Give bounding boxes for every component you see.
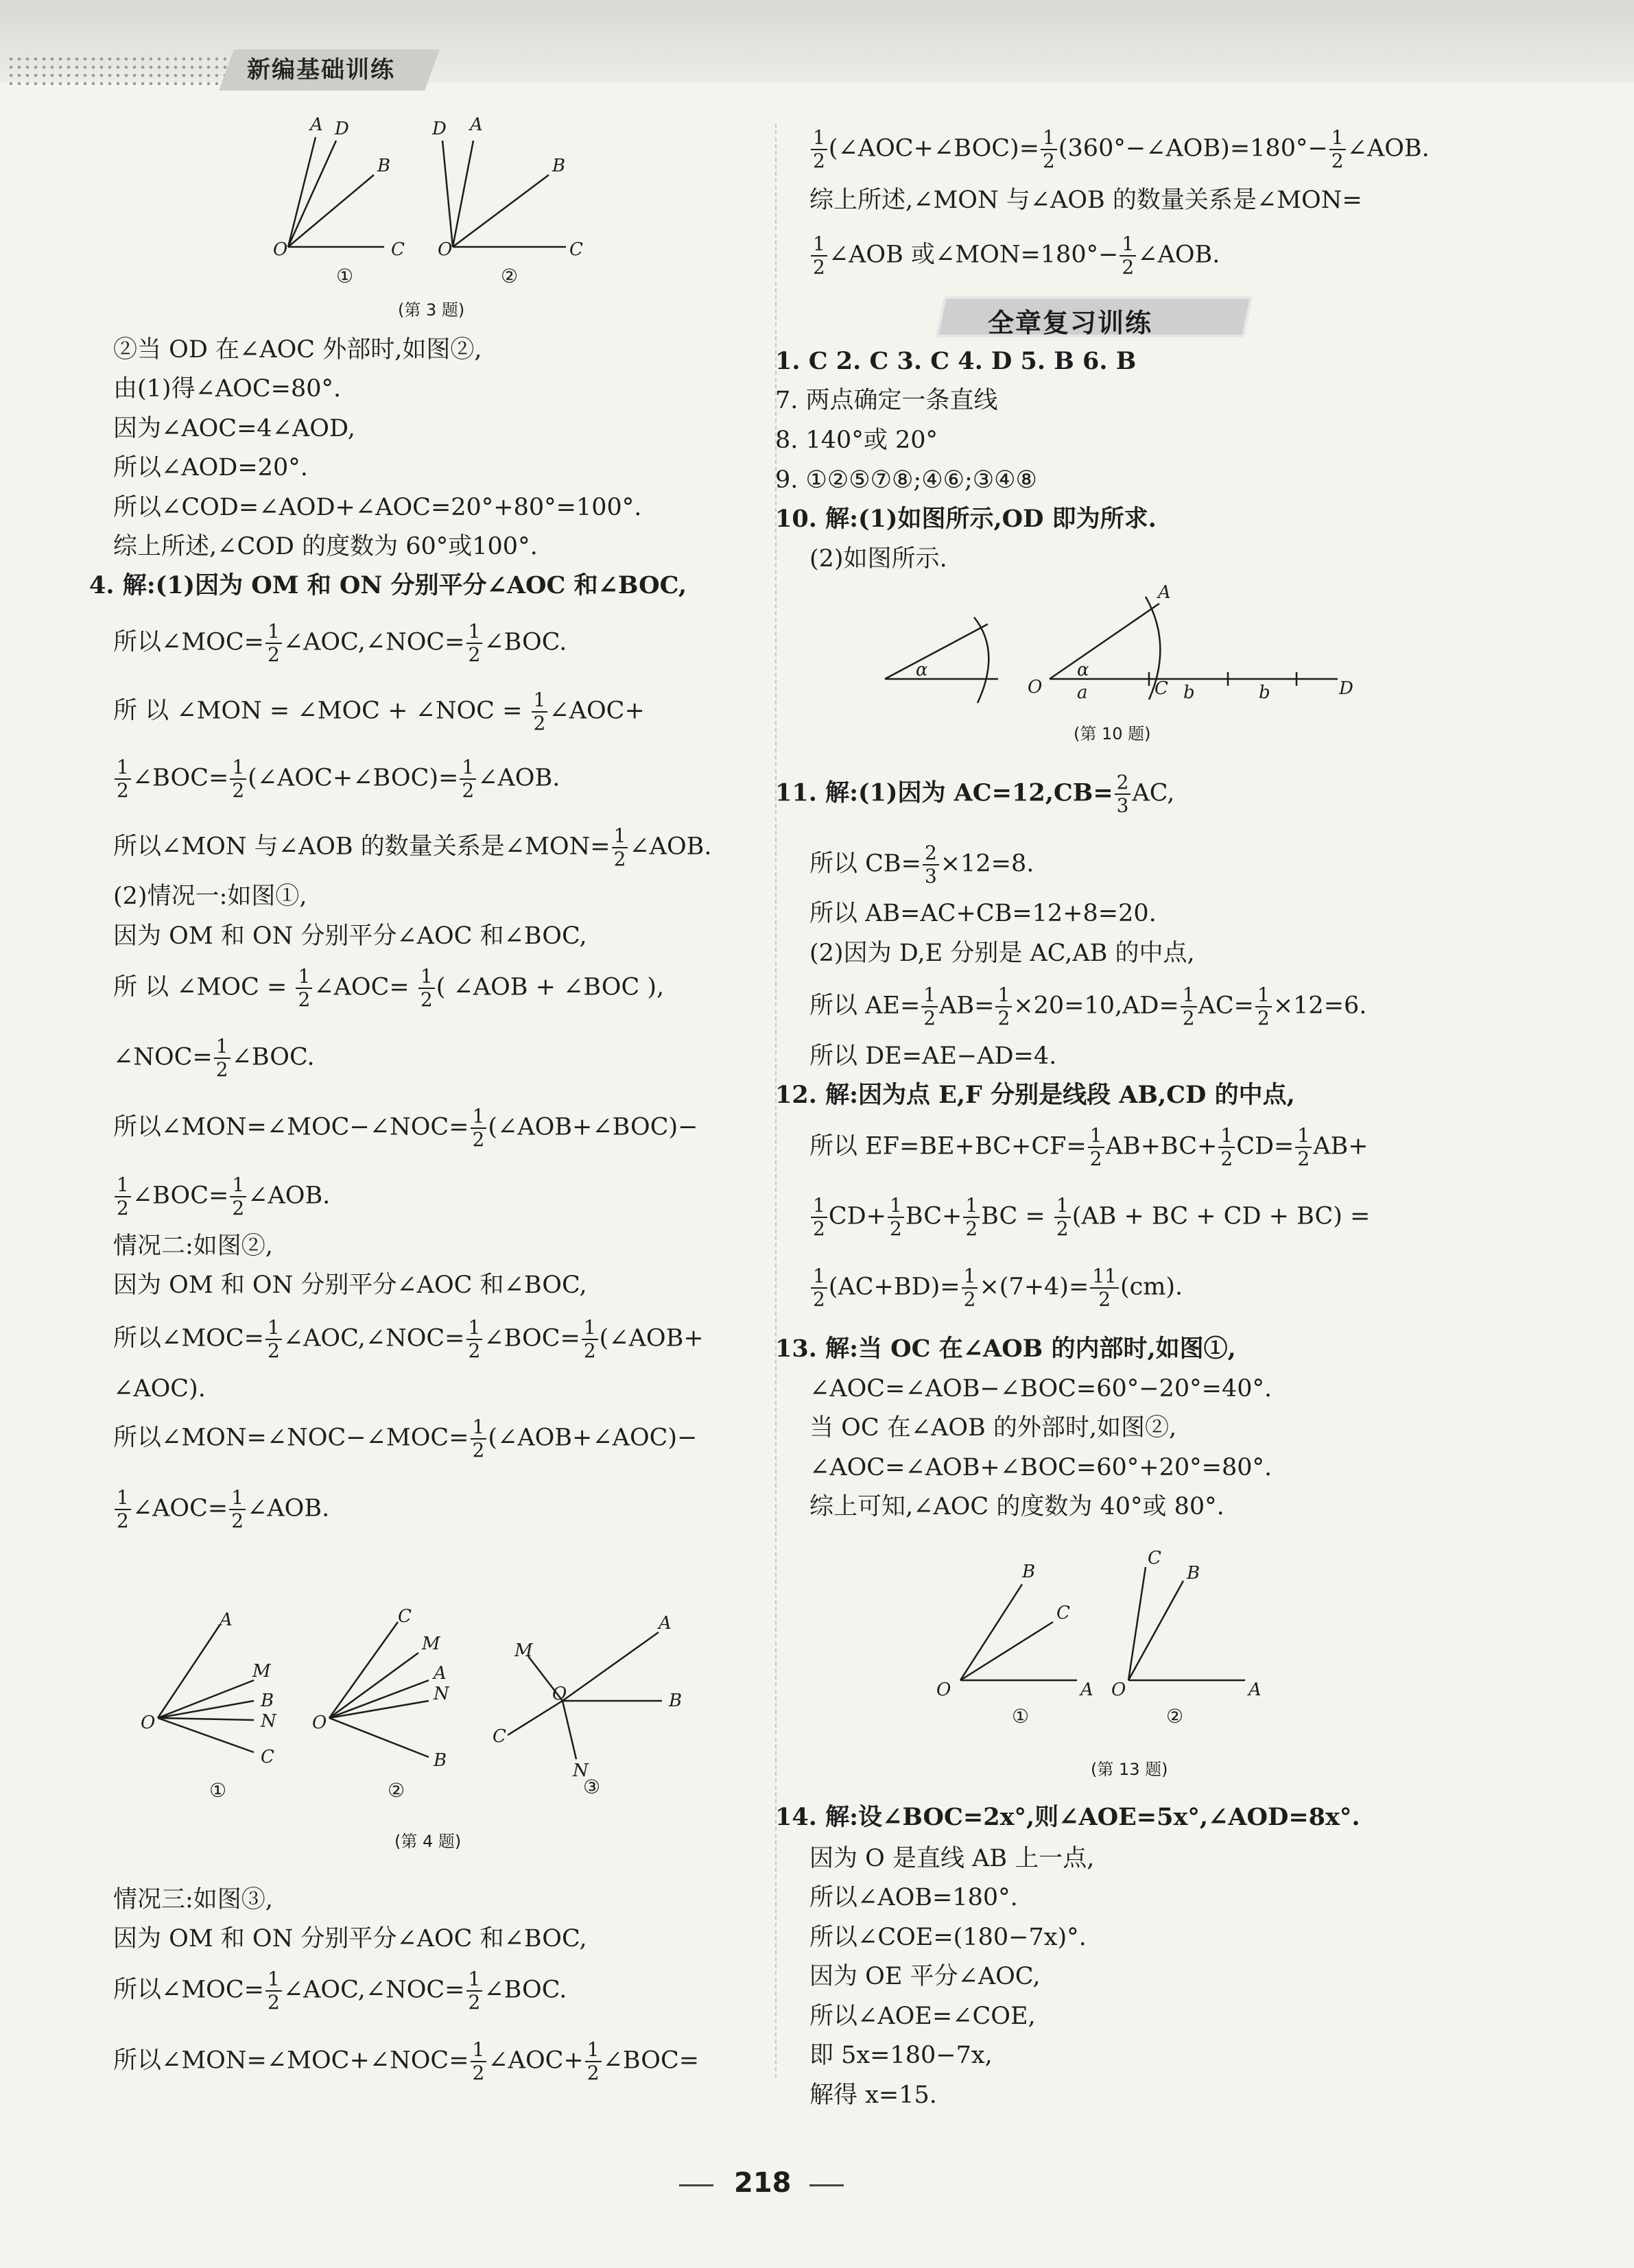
fig3-label-O2: O bbox=[438, 239, 453, 260]
fig4-3-label-O: O bbox=[552, 1684, 567, 1704]
text-line: 因为 OM 和 ON 分别平分∠AOC 和∠BOC, bbox=[113, 1925, 587, 1953]
fig4-3-label-A: A bbox=[659, 1613, 672, 1634]
fig4-2-label-M: M bbox=[422, 1634, 440, 1654]
text-line: 因为∠AOC=4∠AOD, bbox=[113, 415, 355, 442]
text-line: 所以 AB=AC+CB=12+8=20. bbox=[809, 900, 1157, 927]
page-number-dash-right bbox=[809, 2184, 844, 2186]
text-line: 所以∠AOE=∠COE, bbox=[809, 2003, 1036, 2030]
fig4-1-label-A: A bbox=[220, 1610, 233, 1630]
equation-line: $\frac{1}{2}$ ∠BOC= $\frac{1}{2}$ ∠AOB. bbox=[113, 1174, 330, 1219]
answer-9: 9. ①②⑤⑦⑧;④⑥;③④⑧ bbox=[775, 466, 1037, 494]
fig13-number-2: ② bbox=[1166, 1705, 1184, 1728]
text-line: (2)因为 D,E 分别是 AC,AB 的中点, bbox=[809, 940, 1195, 967]
fig10-label-O: O bbox=[1028, 677, 1043, 697]
fig10-label-D: D bbox=[1339, 678, 1353, 699]
fig13-caption: (第 13 题) bbox=[1091, 1760, 1168, 1779]
fig4-3-label-M: M bbox=[514, 1640, 533, 1661]
text-line: 由(1)得∠AOC=80°. bbox=[113, 375, 342, 403]
fig4-1-label-N: N bbox=[261, 1711, 276, 1732]
equation-line: $\frac{1}{2}$ CD+ $\frac{1}{2}$ BC+ $\frac{1}{2}$ BC = $\frac{1}{2}$ (AB + BC + CD + BC) = bbox=[809, 1195, 1370, 1240]
text-line: 综上可知,∠AOC 的度数为 40°或 80°. bbox=[809, 1493, 1224, 1520]
fig4-number-3: ③ bbox=[583, 1776, 601, 1798]
equation-line: 所 以 ∠MOC = $\frac{1}{2}$ ∠AOC= $\frac{1}{2}$ ( ∠AOB + ∠BOC ), bbox=[113, 965, 665, 1011]
fig13-2-label-C: C bbox=[1148, 1548, 1161, 1568]
fig4-3-label-B: B bbox=[669, 1691, 683, 1711]
equation-line: ∠NOC= $\frac{1}{2}$ ∠BOC. bbox=[113, 1035, 315, 1081]
text-line: 即 5x=180−7x, bbox=[809, 2042, 993, 2069]
fig13-1-label-B: B bbox=[1022, 1562, 1036, 1582]
header-title: 新编基础训练 bbox=[247, 56, 395, 84]
text-line: 因为 O 是直线 AB 上一点, bbox=[809, 1845, 1095, 1872]
fig4-2-label-B: B bbox=[434, 1750, 447, 1771]
fig13-1-label-O: O bbox=[936, 1680, 951, 1700]
text-line: 当 OC 在∠AOB 的外部时,如图②, bbox=[809, 1414, 1177, 1442]
equation-line: $\frac{1}{2}$ ∠AOB 或∠MON=180°− $\frac{1}{2}$ ∠AOB. bbox=[809, 233, 1220, 278]
fig10-label-a: a bbox=[1077, 682, 1088, 703]
equation-line: 所以∠MOC= $\frac{1}{2}$ ∠AOC,∠NOC= $\frac{1}{2}$ ∠BOC. bbox=[113, 1968, 567, 2014]
fig13-2-label-O: O bbox=[1111, 1680, 1126, 1700]
fig4-1-label-C: C bbox=[261, 1747, 274, 1767]
fig13-2-label-B: B bbox=[1187, 1563, 1200, 1584]
fig4-caption: (第 4 题) bbox=[394, 1832, 462, 1851]
fig3-label-B2: B bbox=[552, 156, 566, 176]
fig3-label-O: O bbox=[273, 239, 288, 260]
fig4-1-label-B: B bbox=[261, 1691, 274, 1711]
fig13-1-label-A: A bbox=[1080, 1680, 1093, 1700]
figure-3 bbox=[247, 110, 604, 309]
figure-13 bbox=[919, 1536, 1303, 1742]
page-number: 218 bbox=[734, 2167, 792, 2199]
equation-line: 所以∠MON=∠MOC−∠NOC= $\frac{1}{2}$ (∠AOB+∠BOC)− bbox=[113, 1105, 698, 1151]
equation-line: 所以∠MON 与∠AOB 的数量关系是∠MON= $\frac{1}{2}$ ∠AOB. bbox=[113, 824, 712, 870]
fig10-label-b2: b bbox=[1259, 682, 1270, 703]
answer-8: 8. 140°或 20° bbox=[775, 427, 938, 454]
fig13-2-label-A: A bbox=[1248, 1680, 1262, 1700]
text-line: 因为 OM 和 ON 分别平分∠AOC 和∠BOC, bbox=[113, 922, 587, 950]
problem-13-heading: 13. 解:当 OC 在∠AOB 的内部时,如图①, bbox=[775, 1335, 1236, 1363]
text-line: (2)情况一:如图①, bbox=[113, 883, 307, 910]
equation-line: $\frac{1}{2}$ (AC+BD)= $\frac{1}{2}$ ×(7+4)= $\frac{11}{2}$ (cm). bbox=[809, 1265, 1183, 1311]
problem-4-heading: 4. 解:(1)因为 OM 和 ON 分别平分∠AOC 和∠BOC, bbox=[89, 571, 687, 599]
fig13-number-1: ① bbox=[1012, 1705, 1030, 1728]
text-line: 所以∠COD=∠AOD+∠AOC=20°+80°=100°. bbox=[113, 494, 642, 521]
equation-line: 所以∠MON=∠MOC+∠NOC= $\frac{1}{2}$ ∠AOC+ $\frac{1}{2}$ ∠BOC= bbox=[113, 2038, 700, 2084]
equation-line: 所以∠MOC= $\frac{1}{2}$ ∠AOC,∠NOC= $\frac{1}{2}$ ∠BOC= $\frac{1}{2}$ (∠AOB+ bbox=[113, 1316, 704, 1362]
text-line: 综上所述,∠MON 与∠AOB 的数量关系是∠MON= bbox=[809, 187, 1362, 214]
equation-line: 所以 CB= $\frac{2}{3}$ ×12=8. bbox=[809, 841, 1034, 887]
text-line: 所以∠COE=(180−7x)°. bbox=[809, 1924, 1087, 1951]
fig4-1-label-O: O bbox=[141, 1712, 156, 1733]
equation-line: 所 以 ∠MON = ∠MOC + ∠NOC = $\frac{1}{2}$ ∠AOC+ bbox=[113, 689, 645, 735]
equation-line: $\frac{1}{2}$ (∠AOC+∠BOC)= $\frac{1}{2}$ (360°−∠AOB)=180°− $\frac{1}{2}$ ∠AOB. bbox=[809, 127, 1430, 172]
figure-4 bbox=[117, 1598, 720, 1817]
text-line: 因为 OE 平分∠AOC, bbox=[809, 1963, 1041, 1990]
equation-line: 所以 EF=BE+BC+CF= $\frac{1}{2}$ AB+BC+ $\frac{1}{2}$ CD= $\frac{1}{2}$ AB+ bbox=[809, 1124, 1369, 1170]
text-line: 所以 DE=AE−AD=4. bbox=[809, 1042, 1057, 1070]
fig3-label-C: C bbox=[391, 239, 405, 260]
fig4-2-label-O: O bbox=[312, 1712, 327, 1733]
text-line: 所以∠AOB=180°. bbox=[809, 1884, 1018, 1911]
problem-10-heading: 10. 解:(1)如图所示,OD 即为所求. bbox=[775, 505, 1157, 533]
fig4-3-label-N: N bbox=[573, 1760, 589, 1781]
equation-line: 所以 AE= $\frac{1}{2}$ AB= $\frac{1}{2}$ ×20=10,AD= $\frac{1}{2}$ AC= $\frac{1}{2}$ ×12=6. bbox=[809, 983, 1367, 1029]
text-line: ∠AOC=∠AOB+∠BOC=60°+20°=80°. bbox=[809, 1454, 1272, 1481]
text-line: 解得 x=15. bbox=[809, 2081, 937, 2109]
text-line: 情况三:如图③, bbox=[113, 1886, 273, 1913]
fig10-caption: (第 10 题) bbox=[1074, 724, 1151, 743]
page-number-dash-left bbox=[679, 2184, 713, 2186]
text-line: 因为 OM 和 ON 分别平分∠AOC 和∠BOC, bbox=[113, 1272, 587, 1299]
section-badge-title: 全章复习训练 bbox=[988, 308, 1153, 338]
fig3-caption: (第 3 题) bbox=[398, 300, 465, 320]
fig13-1-label-C: C bbox=[1056, 1603, 1070, 1623]
text-line: 情况二:如图②, bbox=[113, 1232, 273, 1260]
fig3-label-A: A bbox=[310, 115, 323, 135]
text-line: ②当 OD 在∠AOC 外部时,如图②, bbox=[113, 336, 482, 363]
text-line: 综上所述,∠COD 的度数为 60°或100°. bbox=[113, 533, 538, 560]
fig3-label-D2: D bbox=[432, 119, 447, 139]
text-line: (2)如图所示. bbox=[809, 545, 947, 573]
fig4-2-label-A: A bbox=[434, 1663, 447, 1684]
fig10-label-alpha2: α bbox=[1077, 660, 1089, 680]
problem-14-heading: 14. 解:设∠BOC=2x°,则∠AOE=5x°,∠AOD=8x°. bbox=[775, 1803, 1360, 1831]
fig10-label-b: b bbox=[1183, 682, 1195, 703]
fig10-label-A: A bbox=[1158, 582, 1171, 603]
fig4-number-1: ① bbox=[209, 1779, 227, 1802]
equation-line: 所以∠MON=∠NOC−∠MOC= $\frac{1}{2}$ (∠AOB+∠AOC)− bbox=[113, 1416, 698, 1461]
header-dot-pattern bbox=[7, 55, 226, 85]
fig4-2-label-C: C bbox=[398, 1606, 412, 1627]
answers-1-6: 1. C 2. C 3. C 4. D 5. B 6. B bbox=[775, 347, 1137, 375]
fig3-number-2: ② bbox=[501, 265, 519, 287]
fig4-1-label-M: M bbox=[252, 1661, 271, 1682]
fig10-label-alpha: α bbox=[916, 660, 928, 680]
equation-line: $\frac{1}{2}$ ∠AOC= $\frac{1}{2}$ ∠AOB. bbox=[113, 1487, 329, 1532]
text-line: ∠AOC). bbox=[113, 1375, 206, 1402]
text-line: ∠AOC=∠AOB−∠BOC=60°−20°=40°. bbox=[809, 1375, 1272, 1402]
text-line: 所以∠AOD=20°. bbox=[113, 454, 308, 481]
equation-line: $\frac{1}{2}$ ∠BOC= $\frac{1}{2}$ (∠AOC+∠BOC)= $\frac{1}{2}$ ∠AOB. bbox=[113, 756, 560, 802]
page-header bbox=[0, 0, 1634, 82]
fig4-2-label-N: N bbox=[434, 1684, 449, 1704]
fig3-number-1: ① bbox=[336, 265, 354, 287]
problem-12-heading: 12. 解:因为点 E,F 分别是线段 AB,CD 的中点, bbox=[775, 1081, 1295, 1109]
fig3-label-A2: A bbox=[470, 115, 483, 135]
fig4-3-label-C: C bbox=[493, 1726, 506, 1747]
figure-10 bbox=[871, 576, 1365, 713]
fig4-number-2: ② bbox=[388, 1779, 405, 1802]
fig3-label-B: B bbox=[377, 156, 391, 176]
fig10-label-C: C bbox=[1155, 678, 1168, 699]
answer-7: 7. 两点确定一条直线 bbox=[775, 387, 998, 414]
equation-line: 所以∠MOC= $\frac{1}{2}$ ∠AOC,∠NOC= $\frac{1}{2}$ ∠BOC. bbox=[113, 620, 567, 666]
fig3-label-D: D bbox=[335, 119, 349, 139]
fig3-label-C2: C bbox=[569, 239, 583, 260]
equation-line: 11. 解:(1)因为 AC=12,CB= $\frac{2}{3}$ AC, bbox=[775, 771, 1175, 817]
